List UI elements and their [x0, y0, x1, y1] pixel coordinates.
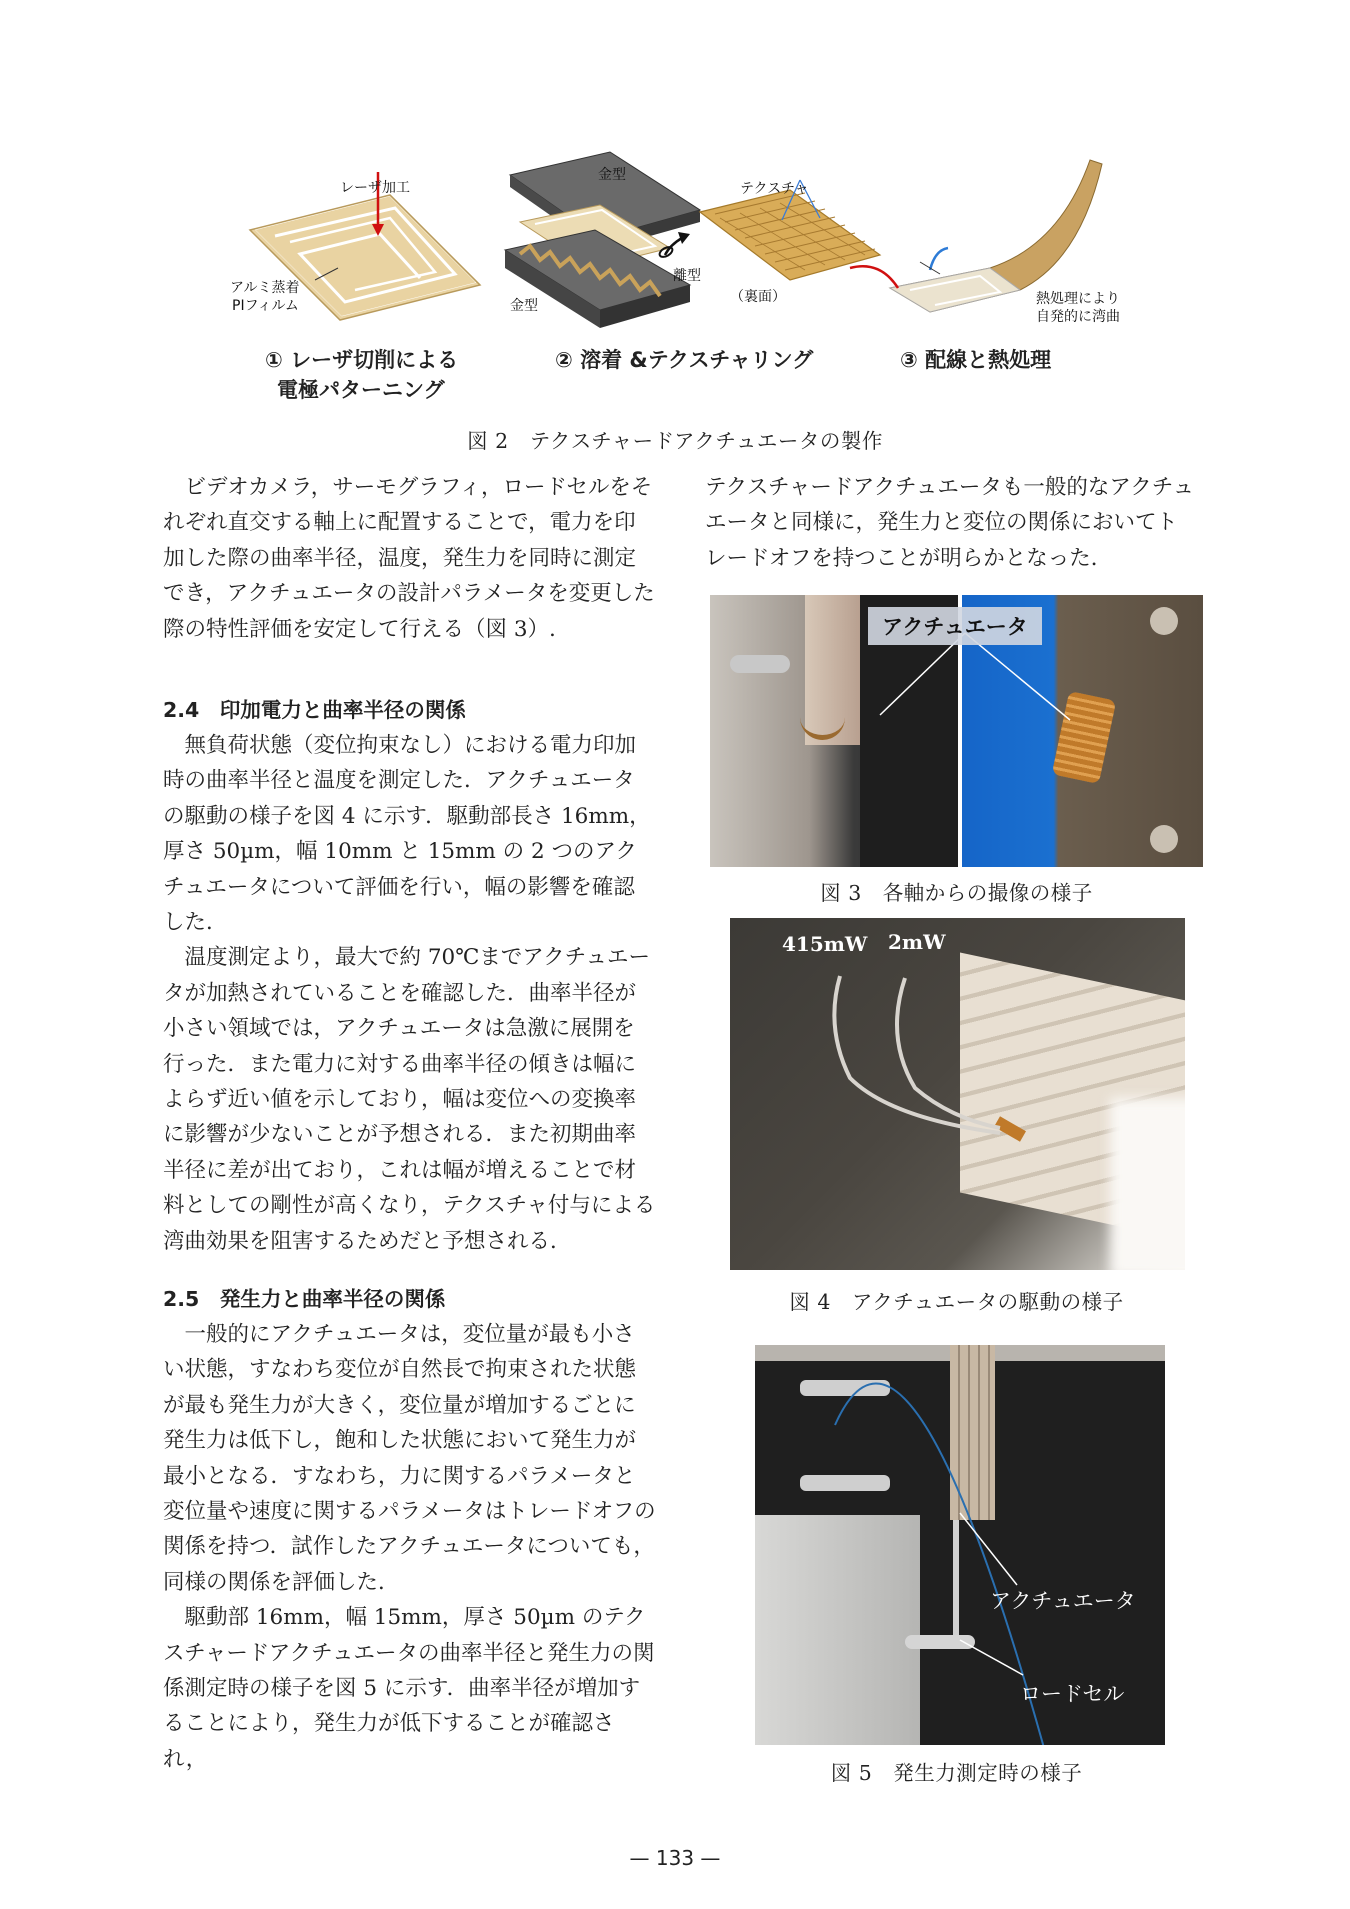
figure-5-photo	[755, 1345, 1165, 1745]
label-mold-top: 金型	[598, 167, 626, 183]
step-2: ② 溶着 &テクスチャリング	[555, 348, 814, 372]
left-column-intro	[163, 470, 656, 647]
right-intro-paragraph: テクスチャードアクチュエータも一般的なアクチュエータと同様に，発生力と変位の関係においてトレードオフを持つことが明らかとなった．	[705, 475, 1195, 571]
figure-4-actuator-curves	[730, 918, 1185, 1270]
label-texture: テクスチャ	[740, 181, 809, 197]
intro-paragraph: ビデオカメラ，サーモグラフィ，ロードセルをそれぞれ直交する軸上に配置することで，電力を印加した際の曲率半径，温度，発生力を同時に測定でき，アクチュエータの設計パラメータを変更した際の特性評価を安定して行える（図 3）.	[163, 475, 655, 642]
label-mold-bottom: 金型	[510, 298, 538, 314]
label-laser: レーザ加工	[340, 180, 410, 196]
figure-3-label: アクチュエータ	[868, 607, 1042, 645]
right-column-intro	[705, 470, 1197, 576]
section-2-5-body	[163, 1317, 656, 1777]
label-film-2: PIフィルム	[232, 298, 299, 314]
label-heat-2: 自発的に湾曲	[1036, 309, 1120, 325]
label-heat-1: 熱処理により	[1036, 291, 1120, 307]
section-2-4-body	[163, 728, 656, 1259]
figure-2	[230, 150, 1130, 410]
section-2-5-paragraph-2: 駆動部 16mm，幅 15mm，厚さ 50µm のテクスチャードアクチュエータの曲率半径と発生力の関係測定時の様子を図 5 に示す．曲率半径が増加することにより，発生力が低下することが確認され，	[163, 1605, 655, 1772]
label-film-1: アルミ蒸着	[230, 280, 300, 296]
figure-4-caption: 図 4 アクチュエータの駆動の様子	[789, 1290, 1124, 1314]
step-1-line-1: ① レーザ切削による	[265, 348, 459, 372]
section-2-5-heading: 2.5 発生力と曲率半径の関係	[163, 1287, 446, 1311]
figure-3-photo	[710, 595, 1203, 867]
figure-5-label-b: ロードセル	[1020, 1682, 1125, 1706]
step-1-line-2: 電極パターニング	[277, 378, 445, 402]
figure-5-caption: 図 5 発生力測定時の様子	[830, 1761, 1083, 1785]
section-2-4-heading: 2.4 印加電力と曲率半径の関係	[163, 698, 466, 722]
figure-4-label-b: 2mW	[888, 930, 946, 954]
figure-4-photo	[730, 918, 1185, 1270]
label-release: 離型	[673, 268, 701, 284]
section-2-5-paragraph-1: 一般的にアクチュエータは，変位量が最も小さい状態，すなわち変位が自然長で拘束された状態が最も発生力が大きく，変位量が増加するごとに発生力は低下し，飽和した状態において発生力が最小となる．すなわち，力に関するパラメータと変位量や速度に関するパラメータはトレードオフの関係を持つ．試作したアクチュエータについても，同様の関係を評価した．	[163, 1322, 656, 1595]
figure-4-label-a: 415mW	[782, 932, 868, 956]
label-back: （裏面）	[730, 289, 786, 305]
section-2-4-paragraph-1: 無負荷状態（変位拘束なし）における電力印加時の曲率半径と温度を測定した．アクチュエータの駆動の様子を図 4 に示す．駆動部長さ 16mm，厚さ 50µm，幅 10mm と 15mm の 2 つのアクチュエータについて評価を行い，幅の影響を確認した．	[163, 733, 651, 936]
figure-2-caption: 図 2 テクスチャードアクチュエータの製作	[467, 429, 883, 453]
page-number: — 133 —	[629, 1846, 721, 1870]
step-1	[265, 345, 458, 405]
figure-5-label-a: アクチュエータ	[990, 1589, 1136, 1613]
figure-3-caption: 図 3 各軸からの撮像の様子	[820, 881, 1093, 905]
section-2-4-paragraph-2: 温度測定より，最大で約 70℃までアクチュエータが加熱されていることを確認した．曲率半径が小さい領域では，アクチュエータは急激に展開を行った．また電力に対する曲率半径の傾きは幅によらず近い値を示しており，幅は変位への変換率に影響が少ないことが予想される．また初期曲率半径に差が出ており，これは幅が増えることで材料としての剛性が高くなり，テクスチャ付与による湾曲効果を阻害するためだと予想される．	[163, 945, 656, 1254]
step-3: ③ 配線と熱処理	[900, 348, 1052, 372]
